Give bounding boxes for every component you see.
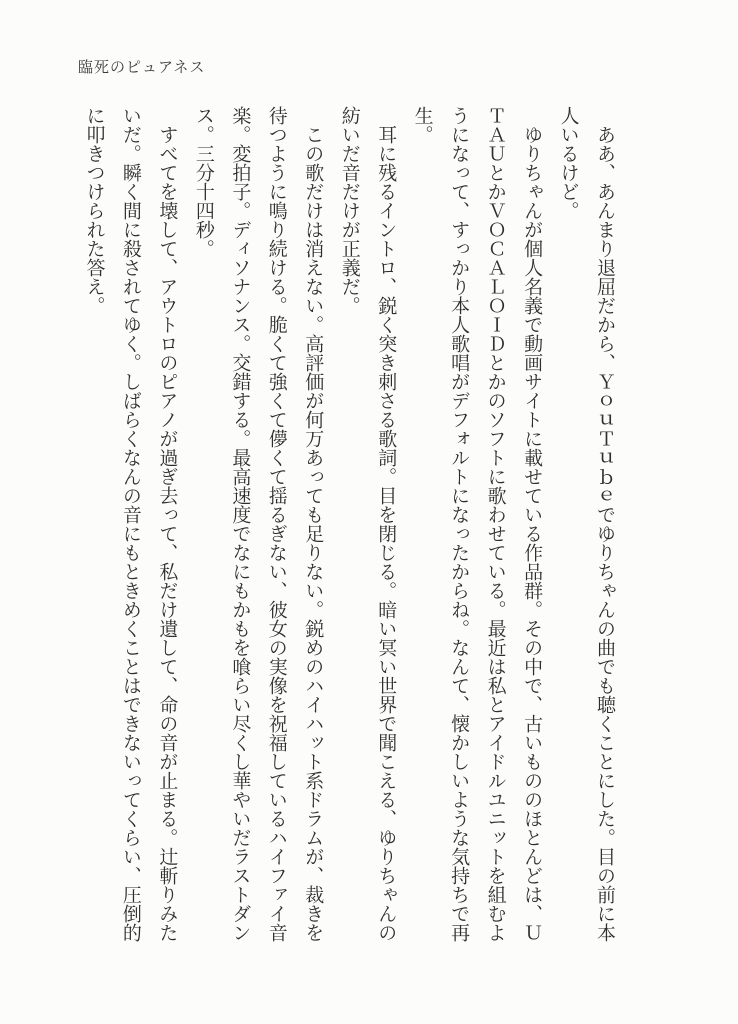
paragraph-3: 耳に残るイントロ、鋭く突き刺さる歌詞。目を閉じる。暗い冥い世界で聞こえる、ゆりちゃんの紡いだ音だけが正義だ。 xyxy=(338,106,397,942)
vertical-text-body xyxy=(75,106,622,944)
page-header-title: 臨死のピュアネス xyxy=(78,60,206,76)
paragraph-1: ああ、あんまり退屈だから、ＹｏｕＴｕｂｅでゆりちゃんの曲でも聴くことにした。目の前に本人いるけど。 xyxy=(557,106,615,942)
paragraph-5: すべてを壊して、アウトロのピアノが過ぎ去って、私だけ遺して、命の音が止まる。辻斬りみたいだ。瞬く間に殺されてゆく。しばらくなんの音にもときめくことはできないってくらい、圧倒的に叩きつけられた答え。 xyxy=(83,106,178,942)
paragraph-4: この歌だけは消えない。高評価が何万あっても足りない。鋭めのハイハット系ドラムが、裁きを待つように鳴り続ける。脆くて強くて儚くて揺るぎない、彼女の実像を祝福しているハイファイ音楽。変拍子。ディソナンス。交錯する。最高速度でなにもかもを喰らい尽くし華やいだラストダンス。三分十四秒。 xyxy=(192,106,324,942)
paragraph-2: ゆりちゃんが個人名義で動画サイトに載せている作品群。その中で、古いもののほとんどは、ＵＴＡＵとかＶＯＣＡＬＯＩＤとかのソフトに歌わせている。最近は私とアイドルユニットを組むようになって、すっかり本人歌唱がデフォルトになったからね。なんて、懐かしいような気持ちで再生。 xyxy=(411,106,543,942)
